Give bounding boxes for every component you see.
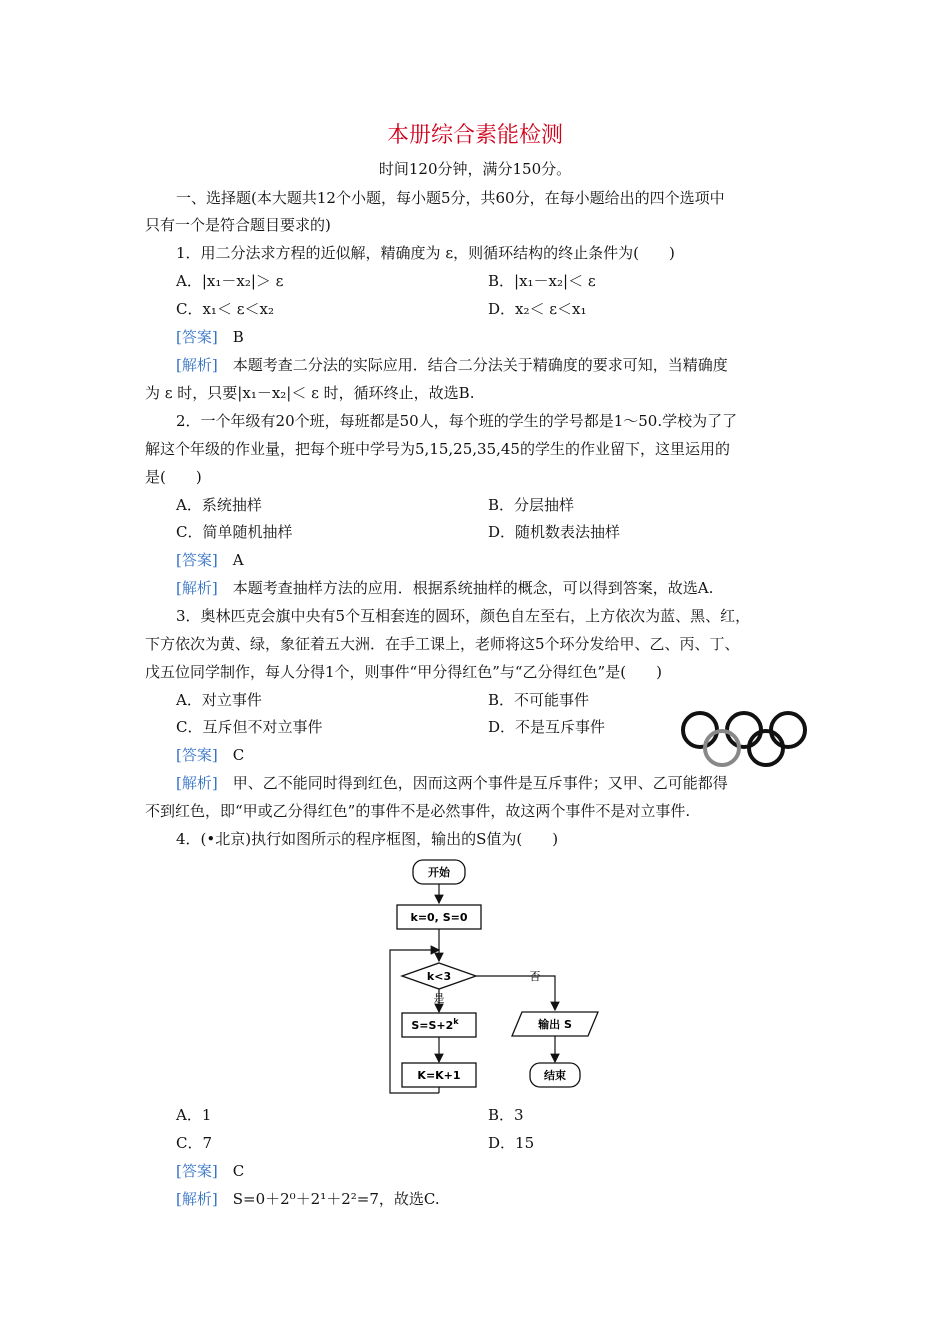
q1-option-d: D．x₂＜ ε＜x₁	[488, 300, 587, 318]
q3-analysis-2: 不到红色，即“甲或乙分得红色”的事件不是必然事件，故这两个事件不是对立事件.	[145, 802, 691, 820]
q4-analysis	[176, 1188, 440, 1210]
q2-answer-value: A	[232, 551, 244, 569]
q4-analysis-text: S=0＋2⁰＋2¹＋2²=7，故选C.	[232, 1190, 440, 1208]
answer-tag: [答案]	[176, 746, 218, 764]
q1-option-b: B．|x₁－x₂|＜ ε	[488, 272, 596, 290]
ring-3	[771, 713, 805, 747]
answer-tag: [答案]	[176, 328, 218, 346]
program-flowchart	[380, 855, 610, 1100]
q3-stem-3: 戊五位同学制作，每人分得1个，则事件“甲分得红色”与“乙分得红色”是( )	[145, 663, 662, 681]
q3-analysis-text-1: 甲、乙不能同时得到红色，因而这两个事件是互斥事件；又甲、乙可能都得	[232, 774, 728, 792]
q2-analysis-text: 本题考查抽样方法的应用．根据系统抽样的概念，可以得到答案，故选A.	[232, 579, 714, 597]
q2-stem-3: 是( )	[145, 468, 202, 486]
ring-4	[705, 731, 739, 765]
ring-1	[683, 713, 717, 747]
analysis-tag: [解析]	[176, 1190, 218, 1208]
q3-option-a: A．对立事件	[176, 691, 262, 709]
q4-option-b: B．3	[488, 1106, 524, 1124]
analysis-tag: [解析]	[176, 579, 218, 597]
q4-option-a: A．1	[176, 1106, 212, 1124]
section-intro-2: 只有一个是符合题目要求的)	[145, 216, 331, 234]
q3-option-d: D．不是互斥事件	[488, 718, 606, 736]
q2-answer	[176, 549, 244, 571]
q4-option-d: D．15	[488, 1134, 535, 1152]
q2-option-a: A．系统抽样	[176, 496, 262, 514]
q2-option-b: B．分层抽样	[488, 496, 575, 514]
answer-tag: [答案]	[176, 551, 218, 569]
page-title: 本册综合素能检测	[386, 123, 563, 148]
q2-stem-1: 2．一个年级有20个班，每班都是50人，每个班的学生的学号都是1～50.学校为了了	[176, 412, 738, 430]
flow-yes-label: 是	[433, 992, 445, 1005]
q1-analysis-text-1: 本题考查二分法的实际应用．结合二分法关于精确度的要求可知，当精确度	[232, 356, 728, 374]
q1-answer-value: B	[232, 328, 244, 346]
flow-output-label: 输出 S	[538, 1018, 572, 1031]
q3-answer-value: C	[232, 746, 245, 764]
q2-option-d: D．随机数表法抽样	[488, 523, 621, 541]
q3-option-c: C．互斥但不对立事件	[176, 718, 323, 736]
flow-decision-label: k<3	[426, 970, 452, 983]
q2-option-c: C．简单随机抽样	[176, 523, 293, 541]
q4-stem: 4．(•北京)执行如图所示的程序框图，输出的S值为( )	[176, 830, 559, 848]
flow-init-label: k=0, S=0	[410, 911, 468, 924]
page-subtitle: 时间120分钟，满分150分。	[378, 160, 572, 178]
q3-stem-2: 下方依次为黄、绿，象征着五大洲．在手工课上，老师将这5个环分发给甲、乙、丙、丁、	[145, 635, 740, 653]
ring-2	[727, 713, 761, 747]
analysis-tag: [解析]	[176, 774, 218, 792]
section-intro-1: 一、选择题(本大题共12个小题，每小题5分，共60分，在每小题给出的四个选项中	[176, 189, 725, 207]
flow-end-label: 结束	[544, 1069, 566, 1082]
flow-update-s-label: $S=S+2^k$	[411, 1017, 459, 1032]
answer-tag: [答案]	[176, 1162, 218, 1180]
q3-stem-1: 3．奥林匹克会旗中央有5个互相套连的圆环，颜色自左至右，上方依次为蓝、黑、红，	[176, 607, 751, 625]
analysis-tag: [解析]	[176, 356, 218, 374]
q3-option-b: B．不可能事件	[488, 691, 590, 709]
q3-answer	[176, 744, 244, 766]
q1-option-c: C．x₁＜ ε＜x₂	[176, 300, 274, 318]
q4-option-c: C．7	[176, 1134, 213, 1152]
flow-update-k-label: K=K+1	[417, 1069, 461, 1082]
q1-answer	[176, 326, 244, 348]
flow-start-label: 开始	[428, 866, 450, 879]
q1-option-a: A．|x₁－x₂|＞ ε	[176, 272, 284, 290]
q2-analysis	[176, 577, 713, 599]
flow-no-label: 否	[529, 970, 541, 983]
q1-analysis-1	[176, 354, 728, 376]
ring-5	[749, 731, 783, 765]
q4-answer-value: C	[232, 1162, 245, 1180]
q1-stem: 1．用二分法求方程的近似解，精确度为 ε，则循环结构的终止条件为( )	[176, 244, 675, 262]
q2-stem-2: 解这个年级的作业量，把每个班中学号为5,15,25,35,45的学生的作业留下，这里运用的	[145, 440, 730, 458]
q3-analysis-1	[176, 772, 728, 794]
q1-analysis-2: 为 ε 时，只要|x₁－x₂|＜ ε 时，循环终止，故选B.	[145, 384, 475, 402]
olympic-rings-image	[678, 710, 814, 772]
q4-answer	[176, 1160, 244, 1182]
